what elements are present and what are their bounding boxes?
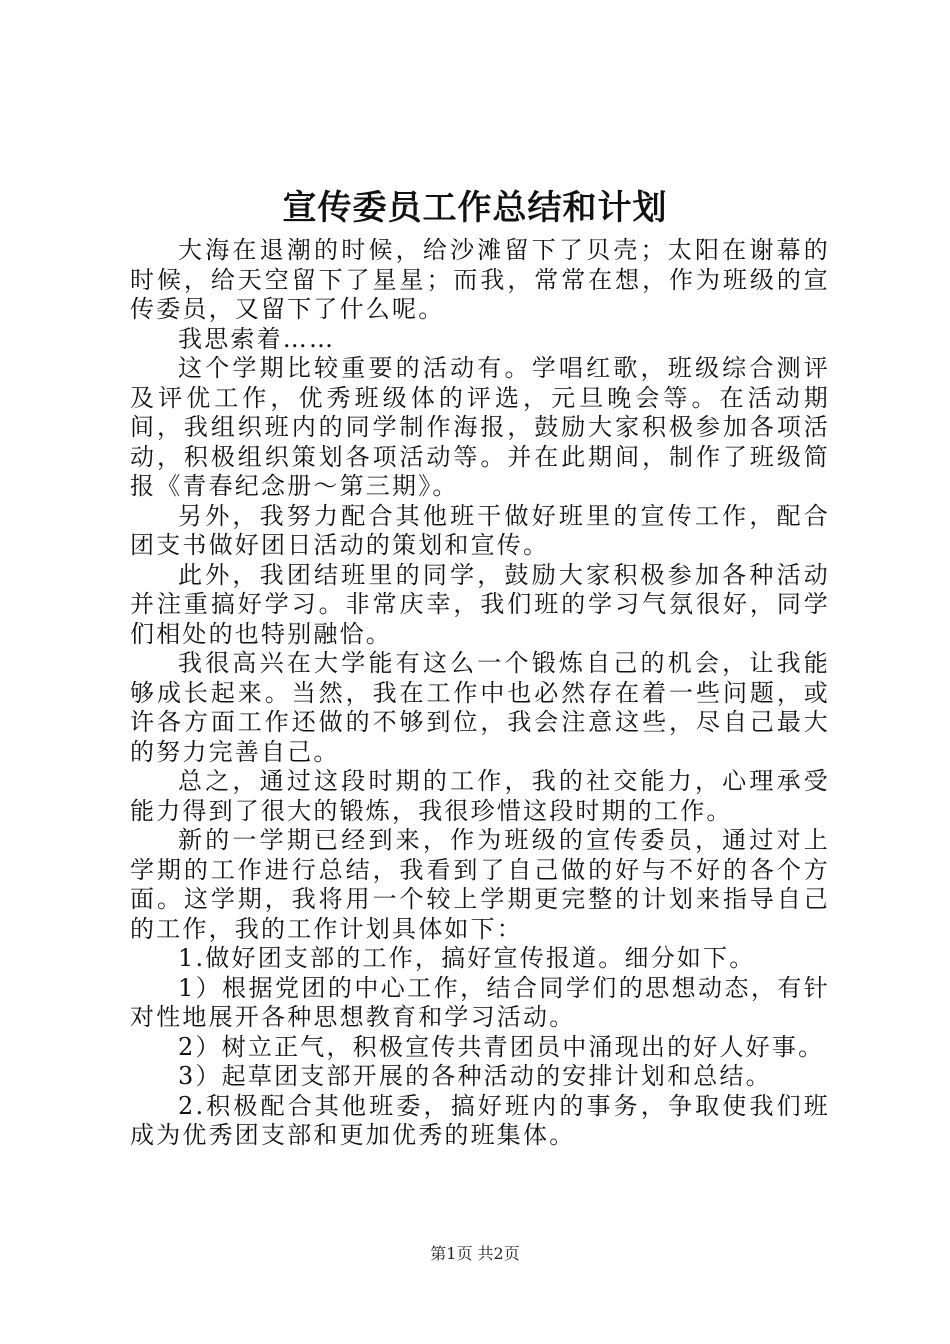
plan-subitem: 3）起草团支部开展的各种活动的安排计划和总结。 [178, 1062, 772, 1090]
document-title: 宣传委员工作总结和计划 [282, 188, 668, 228]
paragraph: 另外，我努力配合其他班干做好班里的宣传工作，配合团支书做好团日活动的策划和宣传。 [130, 501, 830, 559]
plan-item: 2.积极配合其他班委，搞好班内的事务，争取使我们班成为优秀团支部和更加优秀的班集体。 [130, 1091, 830, 1149]
page-number-footer: 第1页 共2页 [430, 1244, 520, 1263]
plan-item: 1.做好团支部的工作，搞好宣传报道。细分如下。 [178, 944, 756, 972]
document-body [130, 236, 830, 1151]
paragraph: 这个学期比较重要的活动有。学唱红歌，班级综合测评及评优工作，优秀班级体的评选，元旦晚会等。在活动期间，我组织班内的同学制作海报，鼓励大家积极参加各项活动，积极组织策划各项活动等。并在此期间，制作了班级简报《青春纪念册～第三期》。 [130, 354, 830, 500]
paragraph: 大海在退潮的时候，给沙滩留下了贝壳；太阳在谢幕的时候，给天空留下了星星；而我，常常在想，作为班级的宣传委员，又留下了什么呢。 [130, 236, 830, 323]
plan-subitem: 1）根据党团的中心工作，结合同学们的思想动态，有针对性地展开各种思想教育和学习活动。 [130, 973, 830, 1031]
paragraph: 总之，通过这段时期的工作，我的社交能力，心理承受能力得到了很大的锻炼，我很珍惜这段时期的工作。 [130, 767, 830, 825]
paragraph: 此外，我团结班里的同学，鼓励大家积极参加各种活动并注重搞好学习。非常庆幸，我们班的学习气氛很好，同学们相处的也特别融恰。 [130, 560, 830, 648]
paragraph: 我很高兴在大学能有这么一个锻炼自己的机会，让我能够成长起来。当然，我在工作中也必然存在着一些问题，或许各方面工作还做的不够到位，我会注意这些，尽自己最大的努力完善自己。 [130, 649, 830, 766]
paragraph: 我思索着…… [178, 324, 336, 353]
plan-subitem: 2）树立正气，积极宣传共青团员中涌现出的好人好事。 [178, 1032, 825, 1061]
paragraph: 新的一学期已经到来，作为班级的宣传委员，通过对上学期的工作进行总结，我看到了自己做的好与不好的各个方面。这学期，我将用一个较上学期更完整的计划来指导自己的工作，我的工作计划具体如下： [130, 826, 830, 943]
